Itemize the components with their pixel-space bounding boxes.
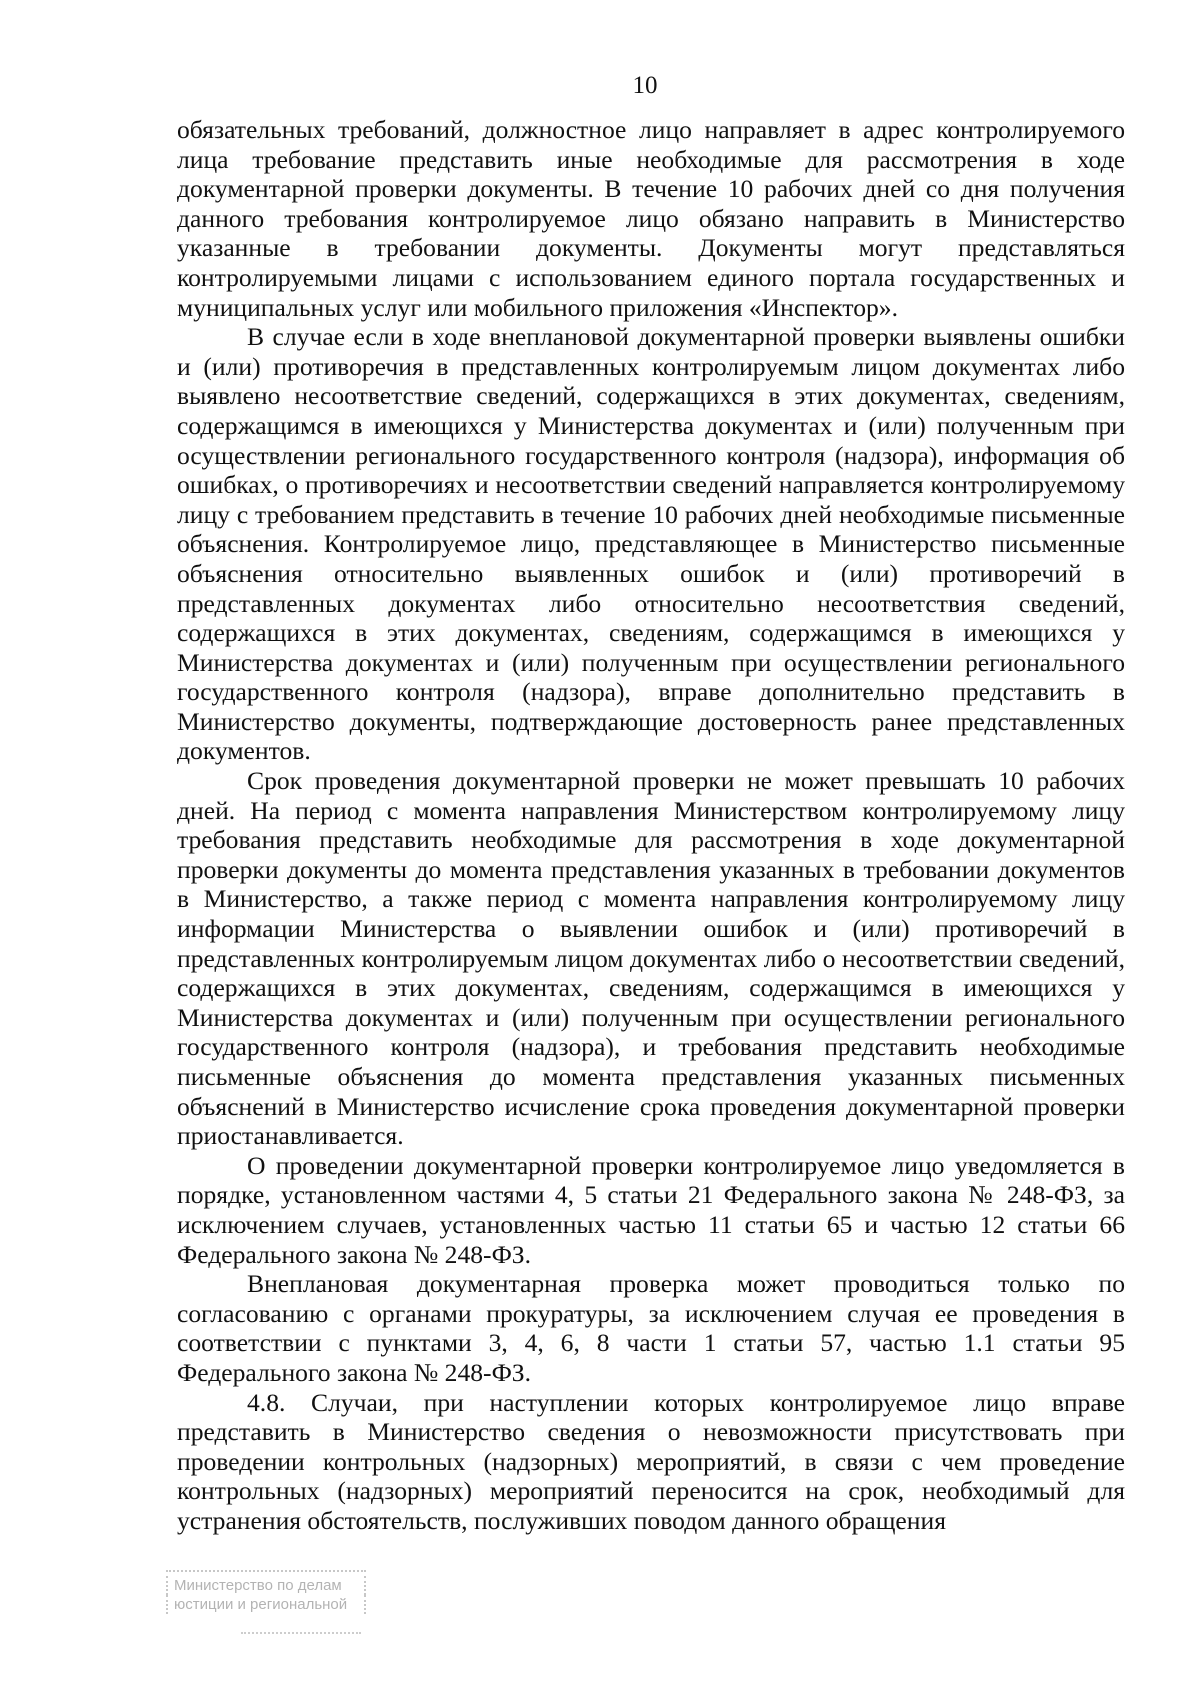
- stamp-top-border: [166, 1570, 366, 1572]
- paragraph-unscheduled-check-errors: В случае если в ходе внеплановой документарной проверки выявлены ошибки и (или) противоречия в представленных контролируемым лицом документах либо выявлено несоответствие сведений, содержащихся в этих документах, сведениям, содержащимся в имеющихся у Министерства документах и (или) полученным при осуществлении регионального государственного контроля (надзора), информация об ошибках, о противоречиях и несоответствии сведений направляется контролируемому лицу с требованием представить в течение 10 рабочих дней необходимые письменные объяснения. Контролируемое лицо, представляющее в Министерство письменные объяснения относительно выявленных ошибок и (или) противоречий в представленных документах либо относительно несоответствия сведений, содержащихся в этих документах, сведениям, содержащимся в имеющихся у Министерства документах и (или) полученным при осуществлении регионального государственного контроля (надзора), вправе дополнительно представить в Министерство документы, подтверждающие достоверность ранее представленных документов.: [177, 322, 1125, 766]
- paragraph-continuation: обязательных требований, должностное лицо направляет в адрес контролируемого лица требование представить иные необходимые для рассмотрения в ходе документарной проверки документы. В течение 10 рабочих дней со дня получения данного требования контролируемое лицо обязано направить в Министерство указанные в требовании документы. Документы могут представляться контролируемыми лицами с использованием единого портала государственных и муниципальных услуг или мобильного приложения «Инспектор».: [177, 115, 1125, 322]
- paragraph-notification: О проведении документарной проверки контролируемое лицо уведомляется в порядке, установленном частями 4, 5 статьи 21 Федерального закона № 248-ФЗ, за исключением случаев, установленных частью 11 статьи 65 и частью 12 статьи 66 Федерального закона № 248-ФЗ.: [177, 1150, 1125, 1269]
- stamp-line-1: Министерство по делам: [166, 1576, 366, 1595]
- document-body: [177, 115, 1125, 1536]
- stamp-bottom-border: [241, 1632, 361, 1634]
- faded-stamp: [166, 1570, 376, 1662]
- page-number: 10: [632, 72, 658, 99]
- stamp-line-2: юстиции и региональной: [166, 1595, 366, 1614]
- paragraph-check-duration: Срок проведения документарной проверки не может превышать 10 рабочих дней. На период с момента направления Министерством контролируемому лицу требования представить необходимые для рассмотрения в ходе документарной проверки документы до момента представления указанных в требовании документов в Министерство, а также период с момента направления контролируемому лицу информации Министерства о выявлении ошибок и (или) противоречий в представленных контролируемым лицом документах либо о несоответствии сведений, содержащихся в этих документах, сведениям, содержащимся в имеющихся у Министерства документах и (или) полученным при осуществлении регионального государственного контроля (надзора), и требования представить необходимые письменные объяснения до момента представления указанных письменных объяснений в Министерство исчисление срока проведения документарной проверки приостанавливается.: [177, 766, 1125, 1151]
- paragraph-section-4-8: 4.8. Случаи, при наступлении которых контролируемое лицо вправе представить в Министерство сведения о невозможности присутствовать при проведении контрольных (надзорных) мероприятий, в связи с чем проведение контрольных (надзорных) мероприятий переносится на срок, необходимый для устранения обстоятельств, послуживших поводом данного обращения: [177, 1387, 1125, 1535]
- paragraph-prosecutor-approval: Внеплановая документарная проверка может проводиться только по согласованию с органами прокуратуры, за исключением случая ее проведения в соответствии с пунктами 3, 4, 6, 8 части 1 статьи 57, частью 1.1 статьи 95 Федерального закона № 248-ФЗ.: [177, 1269, 1125, 1387]
